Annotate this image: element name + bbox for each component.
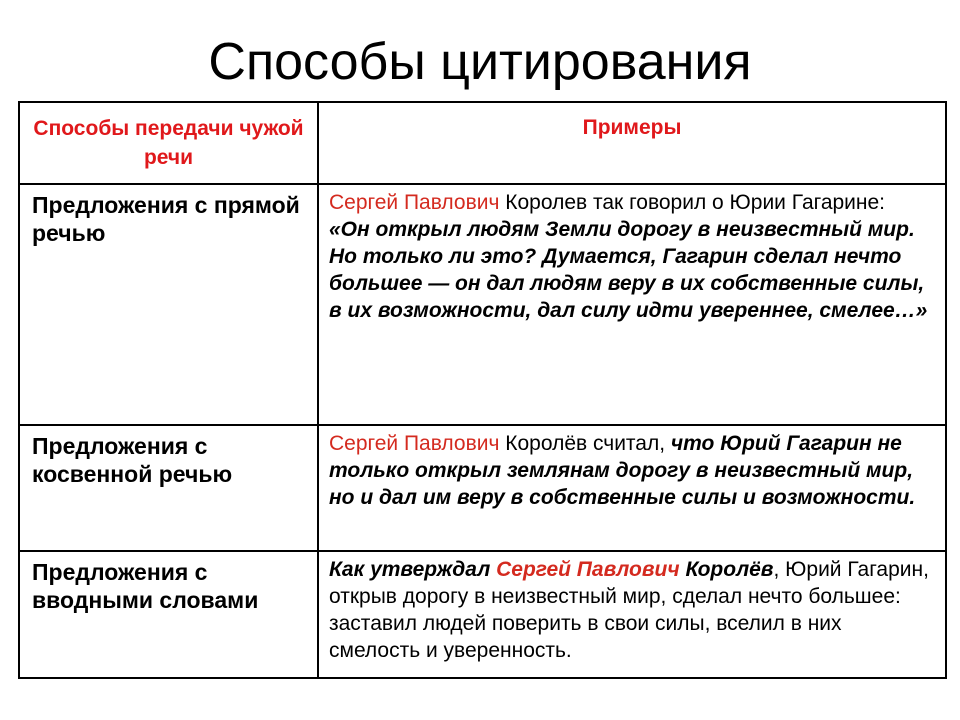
speaker-name: Сергей Павлович: [329, 432, 500, 455]
example-rest: , Юрий Гагарин, открыв дорогу в неизвестный мир, сделал нечто большее: заставил людей поверить в свои силы, вселил в них смелость и уверенность.: [329, 558, 929, 662]
example-direct-speech: [319, 185, 945, 332]
table-row: [19, 425, 946, 551]
citation-methods-table: [18, 101, 947, 679]
method-cell: [19, 551, 318, 678]
header-cell-methods: [19, 102, 318, 184]
page-title: Способы цитирования: [208, 33, 752, 91]
method-cell: [19, 425, 318, 551]
example-intro: Королев так говорил о Юрии Гагарине:: [499, 191, 886, 214]
table-row: [19, 551, 946, 678]
table-header-row: [19, 102, 946, 184]
speaker-name: Сергей Павлович: [496, 558, 680, 581]
method-cell: [19, 184, 318, 425]
example-indirect-speech: [319, 426, 945, 519]
speaker-name: Сергей Павлович: [329, 191, 500, 214]
header-examples: Примеры: [582, 116, 682, 139]
header-methods: Способы передачи чужой речи: [33, 117, 304, 169]
example-cell: [318, 551, 946, 678]
header-cell-examples: [318, 102, 946, 184]
example-cell: [318, 425, 946, 551]
example-intro: Королёв считал,: [499, 432, 671, 455]
method-label-indirect-speech: Предложения с косвенной речью: [32, 433, 233, 487]
example-cell: [318, 184, 946, 425]
speaker-surname: Королёв: [679, 558, 774, 581]
table-row: [19, 184, 946, 425]
example-introductory-words: [319, 552, 945, 672]
example-quote: что Юрий Гагарин не только открыл землянам дорогу в неизвестный мир, но и дал им веру в собственные силы и возможности.: [329, 432, 916, 509]
example-quote: «Он открыл людям Земли дорогу в неизвестный мир. Но только ли это? Думается, Гагарин сделал нечто большее — он дал людям веру в их собственные силы, в их возможности, дал силу идти увереннее, смелее…»: [329, 218, 928, 322]
example-lead: Как утверждал: [329, 558, 497, 581]
method-label-introductory-words: Предложения с вводными словами: [32, 559, 259, 613]
method-label-direct-speech: Предложения с прямой речью: [32, 192, 300, 246]
